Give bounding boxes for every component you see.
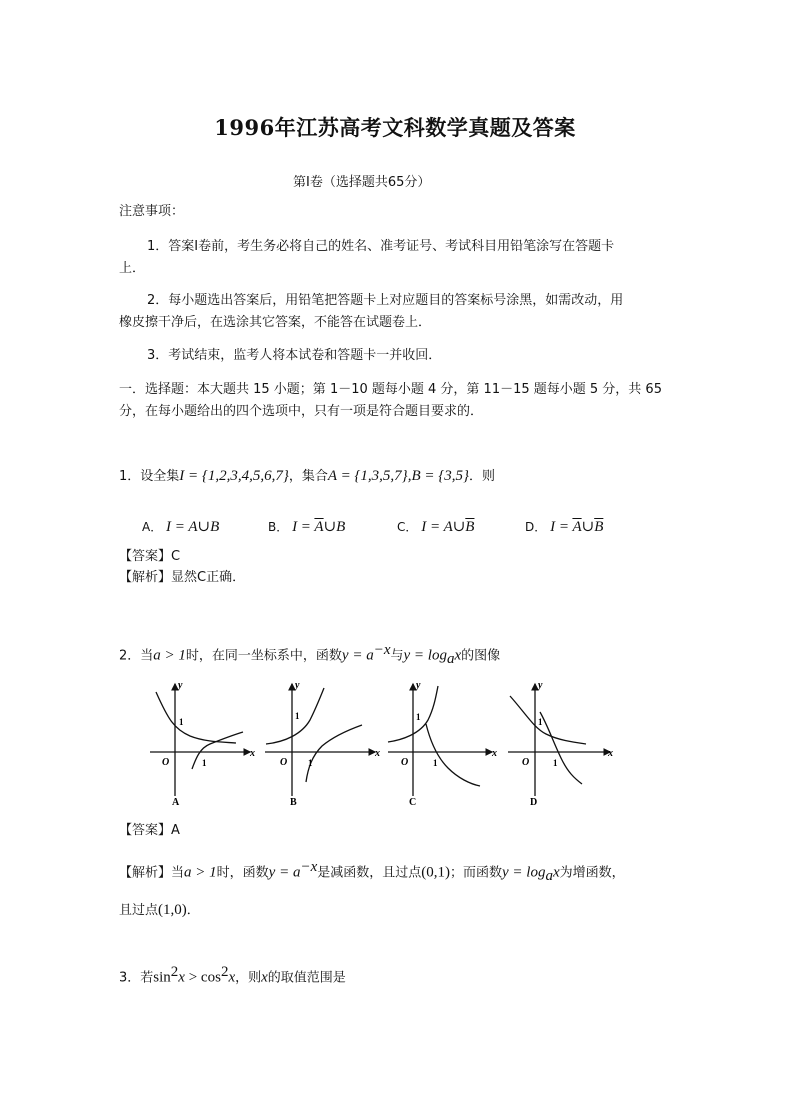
graph-c-y-label: y (416, 680, 421, 691)
graph-c[interactable] (388, 680, 497, 808)
question-1-option-c[interactable]: C． $I = A\cup\overline{B}$ (397, 519, 475, 535)
question-2-analysis-line-2: 且过点(1,0)． (119, 902, 200, 918)
question-1-analysis: 【解析】显然C正确． (119, 570, 246, 585)
graph-b-option-label: B (290, 797, 297, 808)
graph-a-y-one: 1 (179, 717, 184, 727)
graph-c-origin-label: O (401, 757, 409, 768)
graph-d-origin-label: O (522, 757, 530, 768)
notice-item-1-line-2: 上． (119, 261, 146, 276)
question-2-graphs (140, 674, 615, 809)
graph-d-curve-exp (510, 696, 586, 744)
notice-heading: 注意事项： (119, 204, 185, 219)
notice-item-3: 3．考试结束，监考人将本试卷和答题卡一并收回． (147, 348, 442, 363)
graph-d-y-label: y (538, 680, 543, 691)
graph-c-x-label: x (492, 748, 497, 759)
graph-d-x-one: 1 (553, 758, 558, 768)
question-2-stem: 2．当a > 1时，在同一坐标系中，函数$y = a^{-x}$与$y = \log_ax$的图像 (119, 642, 501, 667)
question-1-option-b[interactable]: B． $I = \overline{A}\cup B$ (268, 519, 346, 535)
graph-a[interactable] (150, 680, 255, 808)
graph-c-y-one: 1 (416, 712, 421, 722)
question-2-analysis-line-1: 【解析】当a > 1时，函数$y = a^{-x}$是减函数，且过点(0,1)；而函数$y = \log_ax$为增函数， (119, 859, 625, 884)
graph-a-origin-label: O (162, 757, 170, 768)
graph-d[interactable] (508, 680, 613, 808)
graph-b[interactable] (265, 680, 380, 808)
graph-b-origin-label: O (280, 757, 288, 768)
question-1-stem: 1．设全集I = {1,2,3,4,5,6,7}，集合A = {1,3,5,7},B = {3,5}．则 (119, 468, 495, 484)
graph-a-x-one: 1 (202, 758, 207, 768)
graph-d-y-one: 1 (538, 717, 543, 727)
graph-a-curve-exp (156, 692, 236, 743)
part1-intro-line-2: 分，在每小题给出的四个选项中，只有一项是符合题目要求的． (119, 404, 484, 419)
graph-c-curve-log (426, 724, 480, 786)
question-3-stem: 3．若$\sin^2x > \cos^2x$，则x的取值范围是 (119, 964, 346, 986)
question-2-answer: 【答案】A (119, 823, 180, 838)
section-heading: 第Ⅰ卷（选择题共65分） (293, 175, 431, 190)
graph-b-curve-log (306, 725, 362, 782)
graph-a-y-label: y (178, 680, 183, 691)
graph-d-curve-log (540, 712, 582, 784)
graph-b-y-one: 1 (295, 711, 300, 721)
graph-c-option-label: C (409, 797, 417, 808)
graph-d-option-label: D (530, 797, 538, 808)
notice-item-1-line-1: 1．答案Ⅰ卷前，考生务必将自己的姓名、准考证号、考试科目用铅笔涂写在答题卡 (147, 239, 615, 254)
graph-a-curve-log (192, 732, 243, 769)
part1-intro-line-1: 一．选择题：本大题共 15 小题；第 1－10 题每小题 4 分，第 11－15 题每小题 5 分，共 65 (119, 382, 662, 397)
question-1-option-d[interactable]: D． $I = \overline{A}\cup\overline{B}$ (525, 519, 604, 535)
notice-item-2-line-2: 橡皮擦干净后，在选涂其它答案，不能答在试题卷上． (119, 315, 432, 330)
notice-item-2-line-1: 2．每小题选出答案后，用铅笔把答题卡上对应题目的答案标号涂黑，如需改动，用 (147, 293, 624, 308)
graph-a-x-label: x (250, 748, 255, 759)
page-title: 1996年江苏高考文科数学真题及答案 (214, 115, 576, 140)
graph-d-x-label: x (608, 748, 613, 759)
graph-b-y-label: y (295, 680, 300, 691)
graph-b-x-label: x (375, 748, 380, 759)
graph-b-x-one: 1 (308, 758, 313, 768)
graph-c-x-one: 1 (433, 758, 438, 768)
question-1-option-a[interactable]: A． I = A∪B (142, 519, 220, 535)
question-1-answer: 【答案】C (119, 549, 181, 564)
graph-a-option-label: A (172, 797, 180, 808)
